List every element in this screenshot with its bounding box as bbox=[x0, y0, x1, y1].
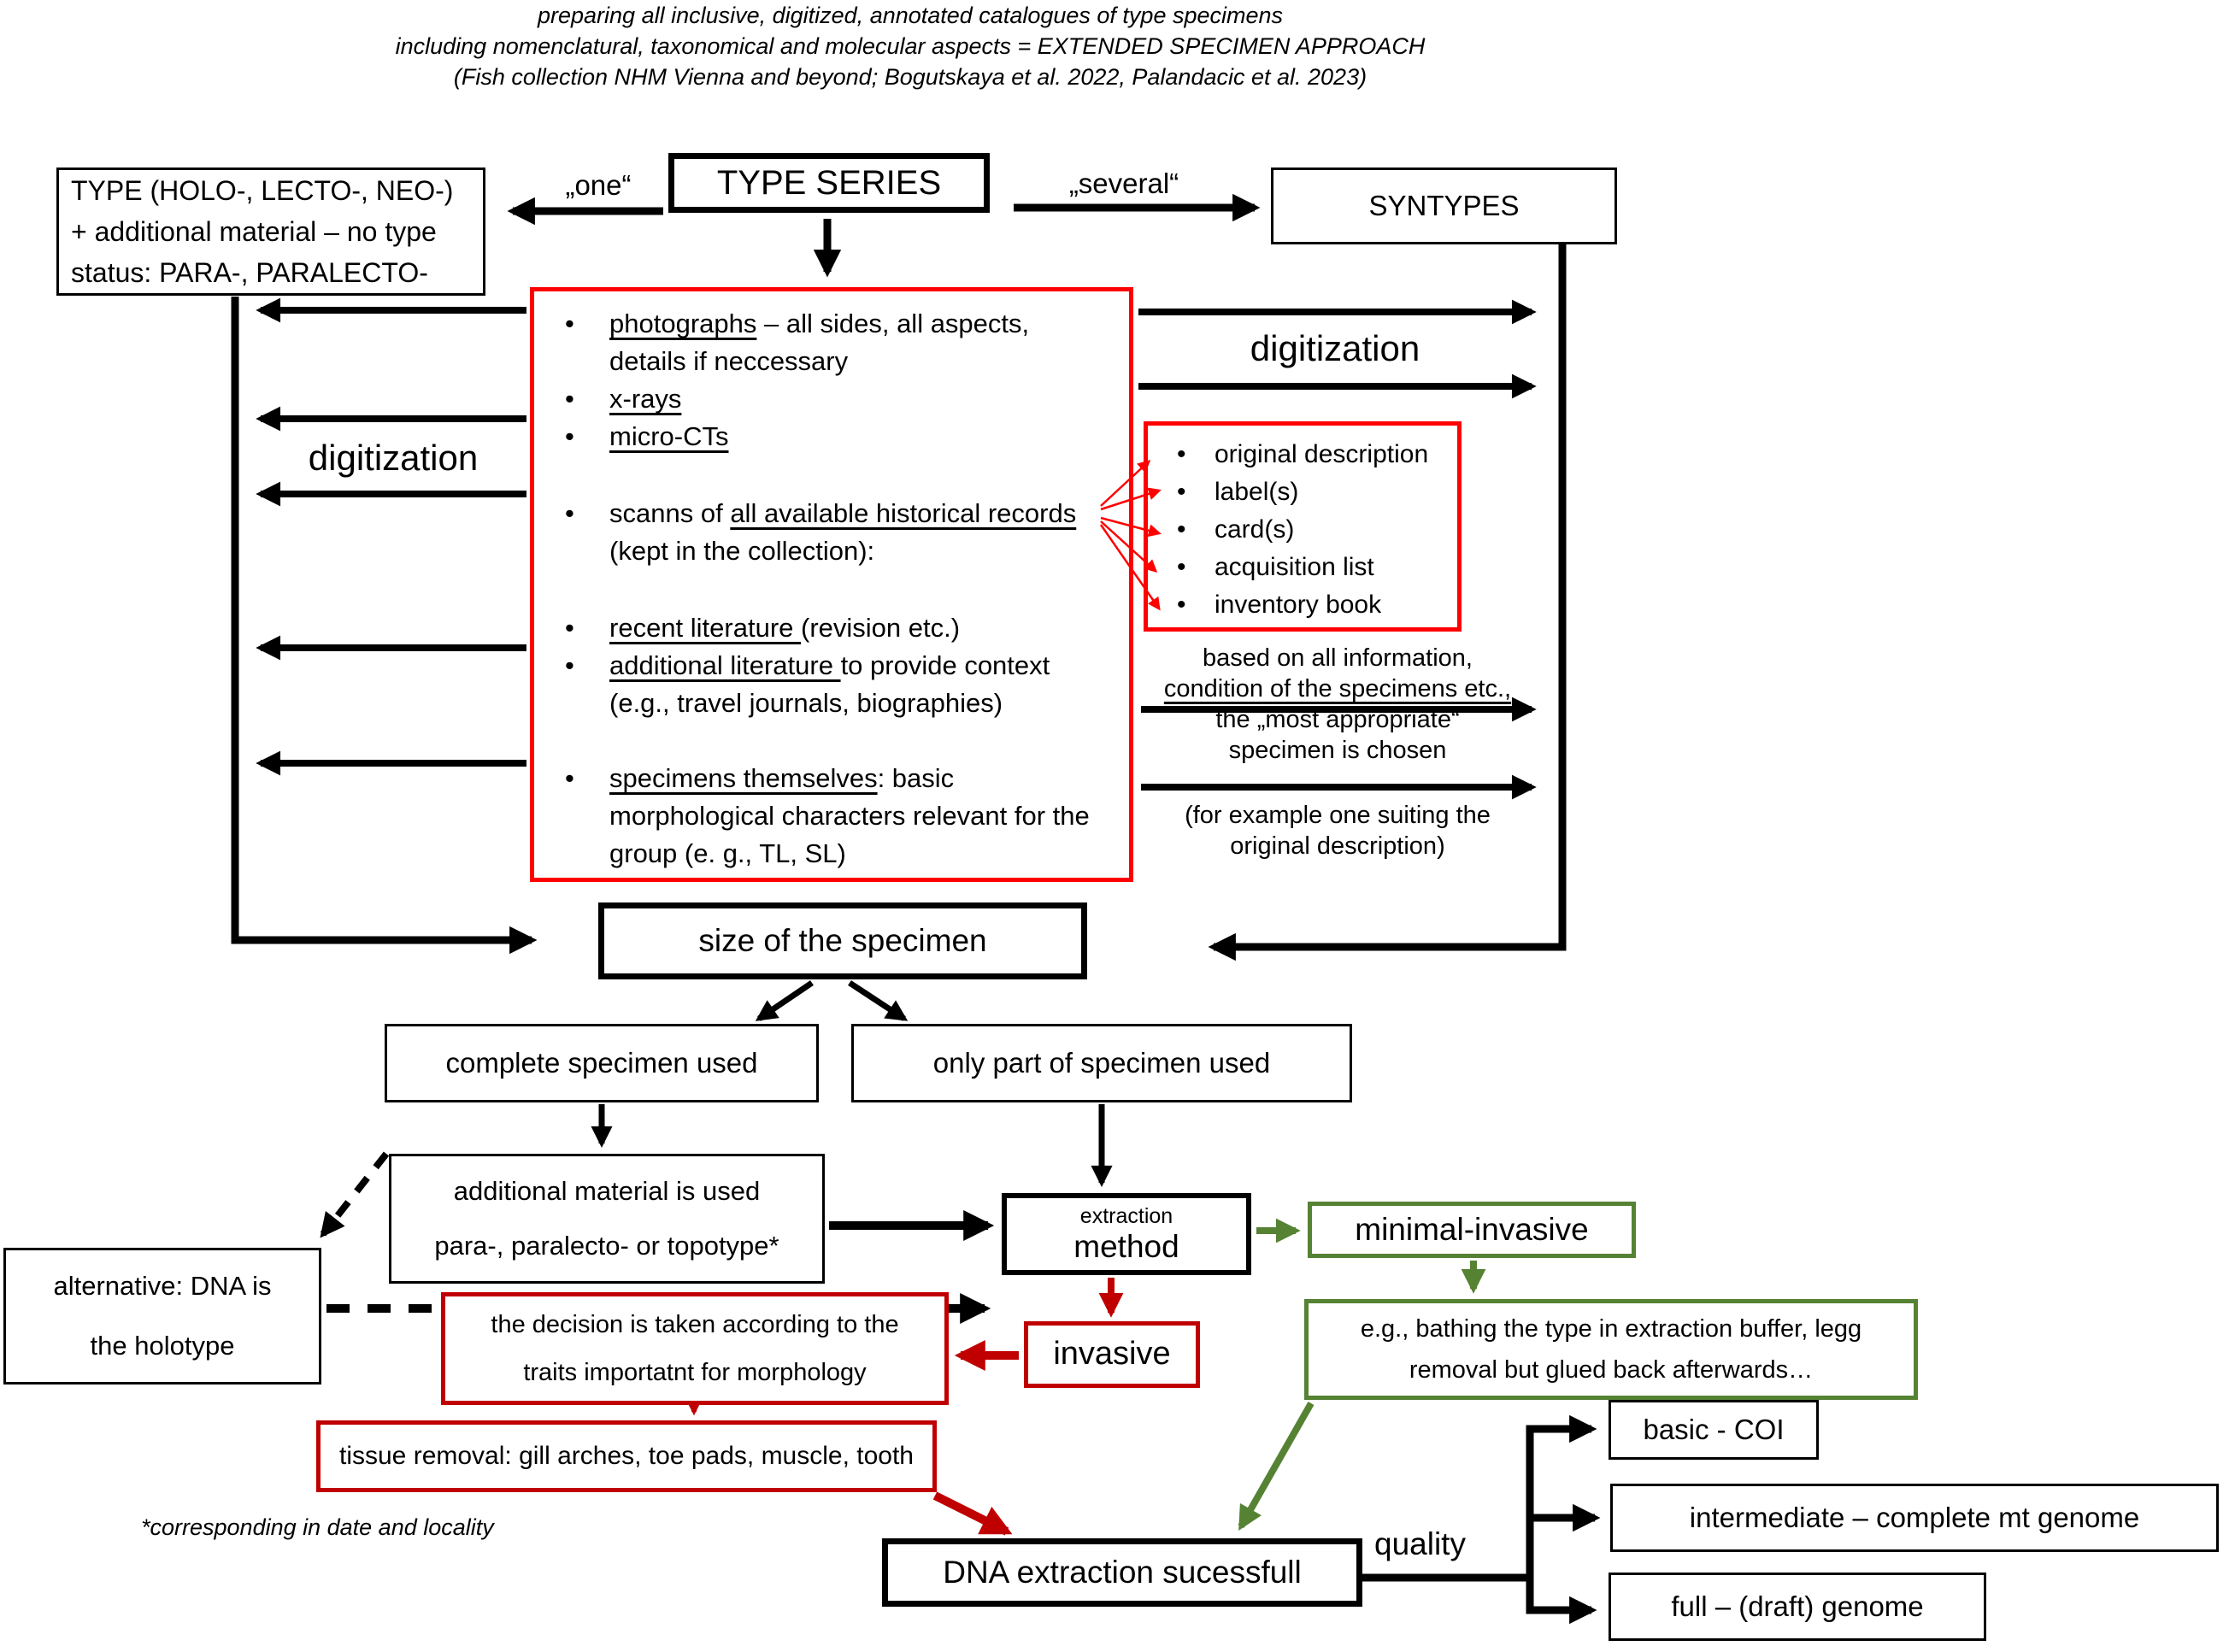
extraction-method-line-1: extraction bbox=[1079, 1204, 1173, 1228]
bullet-microcts-term: micro-CTs bbox=[609, 421, 729, 451]
type-box-line-2: + additional material – no type bbox=[71, 216, 437, 247]
intermediate-mt-genome-label: intermediate – complete mt genome bbox=[1689, 1502, 2140, 1534]
most-appropriate-line-4: specimen is chosen bbox=[1228, 737, 1447, 764]
bathing-example-line-2: removal but glued back afterwards… bbox=[1409, 1356, 1814, 1384]
invasive-box bbox=[1024, 1321, 1200, 1388]
type-box bbox=[56, 168, 485, 296]
bullet-xrays bbox=[541, 380, 1122, 418]
basic-coi-box bbox=[1609, 1400, 1819, 1460]
arrow-size-to-part bbox=[850, 983, 904, 1019]
bullet-scans-pre: scanns of bbox=[609, 498, 731, 528]
part-specimen-label: only part of specimen used bbox=[932, 1047, 1271, 1079]
most-appropriate-line-1: based on all information, bbox=[1203, 644, 1473, 672]
full-genome-label: full – (draft) genome bbox=[1671, 1590, 1924, 1623]
syntypes-box bbox=[1271, 168, 1617, 244]
record-label: acquisition list bbox=[1215, 553, 1374, 581]
tissue-removal-label: tissue removal: gill arches, toe pads, muscle, tooth bbox=[339, 1442, 914, 1471]
size-of-specimen-label: size of the specimen bbox=[698, 922, 987, 958]
record-label: card(s) bbox=[1215, 515, 1295, 544]
part-specimen-box bbox=[851, 1024, 1352, 1102]
arrow-green-to-dna bbox=[1241, 1403, 1311, 1526]
alternative-dna-line-1: alternative: DNA is bbox=[53, 1271, 272, 1301]
additional-material-line-1: additional material is used bbox=[453, 1176, 761, 1206]
record-item-labels bbox=[1151, 473, 1454, 511]
type-box-line-3: status: PARA-, PARALECTO- bbox=[71, 257, 428, 288]
type-box-line-1: TYPE (HOLO-, LECTO-, NEO-) bbox=[71, 175, 454, 206]
bullet-scans-line2: (kept in the collection): bbox=[609, 536, 875, 566]
record-label: inventory book bbox=[1215, 591, 1382, 619]
record-item-inventory-book bbox=[1151, 586, 1454, 624]
alternative-dna-line-2: the holotype bbox=[90, 1331, 235, 1361]
additional-material-line-2: para-, paralecto- or topotype* bbox=[434, 1231, 779, 1261]
bullet-specimens-rest: : basic bbox=[877, 763, 955, 793]
arrow-dashed-additional-to-alternative bbox=[323, 1154, 386, 1234]
bullet-microcts bbox=[541, 418, 1122, 456]
bullet-specimens-line2: morphological characters relevant for the bbox=[609, 801, 1090, 831]
slide-title-line-1: preparing all inclusive, digitized, annotated catalogues of type specimens bbox=[537, 3, 1284, 28]
example-note bbox=[1137, 800, 1538, 861]
bullet-additional-literature-rest: to provide context bbox=[840, 650, 1050, 680]
example-note-line-1: (for example one suiting the bbox=[1185, 802, 1491, 829]
intermediate-mt-genome-box bbox=[1610, 1484, 2219, 1552]
bullet-recent-literature bbox=[541, 609, 1122, 647]
bullet-photographs bbox=[541, 305, 1122, 380]
digitization-label-left: digitization bbox=[308, 438, 479, 478]
extraction-method-line-2: method bbox=[1073, 1229, 1179, 1264]
syntypes-label: SYNTYPES bbox=[1368, 190, 1520, 222]
bullet-specimens-line3: group (e. g., TL, SL) bbox=[609, 838, 846, 868]
connector-type-to-size bbox=[235, 297, 532, 940]
one-label: „one“ bbox=[565, 169, 632, 201]
several-label: „several“ bbox=[1068, 168, 1179, 199]
bullet-recent-literature-rest: (revision etc.) bbox=[801, 613, 961, 643]
slide-title bbox=[0, 0, 1820, 92]
arrow-size-to-complete bbox=[759, 983, 812, 1019]
bullet-scans-term: all available historical records bbox=[730, 498, 1077, 528]
bullet-scans bbox=[541, 495, 1122, 570]
record-label: original description bbox=[1215, 440, 1429, 468]
size-of-specimen-box bbox=[598, 902, 1087, 979]
decision-box bbox=[441, 1292, 949, 1405]
record-item-original-description bbox=[1151, 436, 1454, 473]
full-genome-box bbox=[1609, 1573, 1986, 1641]
tissue-removal-box bbox=[316, 1420, 937, 1492]
quality-label: quality bbox=[1374, 1526, 1466, 1561]
bullet-specimens-term: specimens themselves bbox=[609, 763, 878, 793]
bathing-example-line-1: e.g., bathing the type in extraction buffer, legg bbox=[1360, 1315, 1862, 1343]
bullet-additional-literature bbox=[541, 647, 1122, 722]
decision-line-1: the decision is taken according to the bbox=[491, 1311, 899, 1338]
asterisk-note: *corresponding in date and locality bbox=[141, 1514, 494, 1540]
complete-specimen-label: complete specimen used bbox=[445, 1047, 758, 1079]
record-item-acquisition-list bbox=[1151, 549, 1454, 586]
bullet-photographs-term: photographs bbox=[609, 309, 757, 338]
alternative-dna-box bbox=[3, 1248, 321, 1385]
dna-extraction-box bbox=[882, 1538, 1362, 1607]
extraction-method-box bbox=[1002, 1193, 1251, 1275]
bullet-specimens bbox=[541, 760, 1122, 873]
bullet-photographs-line2: details if neccessary bbox=[609, 346, 849, 376]
type-series-box bbox=[668, 153, 990, 213]
type-series-label: TYPE SERIES bbox=[716, 164, 942, 202]
bullet-recent-literature-term: recent literature bbox=[609, 613, 801, 643]
dna-extraction-label: DNA extraction sucessfull bbox=[943, 1554, 1302, 1590]
slide-title-line-3: (Fish collection NHM Vienna and beyond; Bogutskaya et al. 2022, Palandacic et al. 2023) bbox=[453, 64, 1367, 90]
slide-title-line-2: including nomenclatural, taxonomical and molecular aspects = EXTENDED SPECIMEN APPROACH bbox=[395, 33, 1426, 59]
decision-line-2: traits importatnt for morphology bbox=[523, 1359, 867, 1386]
basic-coi-label: basic - COI bbox=[1643, 1414, 1785, 1446]
example-note-line-2: original description) bbox=[1230, 832, 1445, 860]
complete-specimen-box bbox=[385, 1024, 819, 1102]
additional-material-box bbox=[389, 1154, 825, 1284]
record-label: label(s) bbox=[1215, 478, 1299, 506]
most-appropriate-note bbox=[1137, 643, 1538, 766]
bullet-additional-literature-term: additional literature bbox=[609, 650, 841, 680]
minimal-invasive-label: minimal-invasive bbox=[1355, 1211, 1589, 1247]
digitization-tasks-box bbox=[530, 287, 1133, 882]
bathing-example-box bbox=[1304, 1299, 1918, 1400]
most-appropriate-line-2: condition of the specimens etc., bbox=[1163, 675, 1512, 703]
most-appropriate-line-3: the „most appropriate“ bbox=[1215, 706, 1460, 733]
invasive-label: invasive bbox=[1053, 1336, 1171, 1373]
record-item-cards bbox=[1151, 511, 1454, 549]
minimal-invasive-box bbox=[1308, 1202, 1636, 1258]
bullet-photographs-rest: – all sides, all aspects, bbox=[756, 309, 1030, 338]
digitization-label-right: digitization bbox=[1250, 328, 1420, 368]
bullet-additional-literature-line2: (e.g., travel journals, biographies) bbox=[609, 688, 1003, 718]
arrow-tissue-to-dna bbox=[935, 1496, 1007, 1531]
bullet-xrays-term: x-rays bbox=[609, 384, 682, 414]
historical-records-box bbox=[1144, 421, 1462, 632]
